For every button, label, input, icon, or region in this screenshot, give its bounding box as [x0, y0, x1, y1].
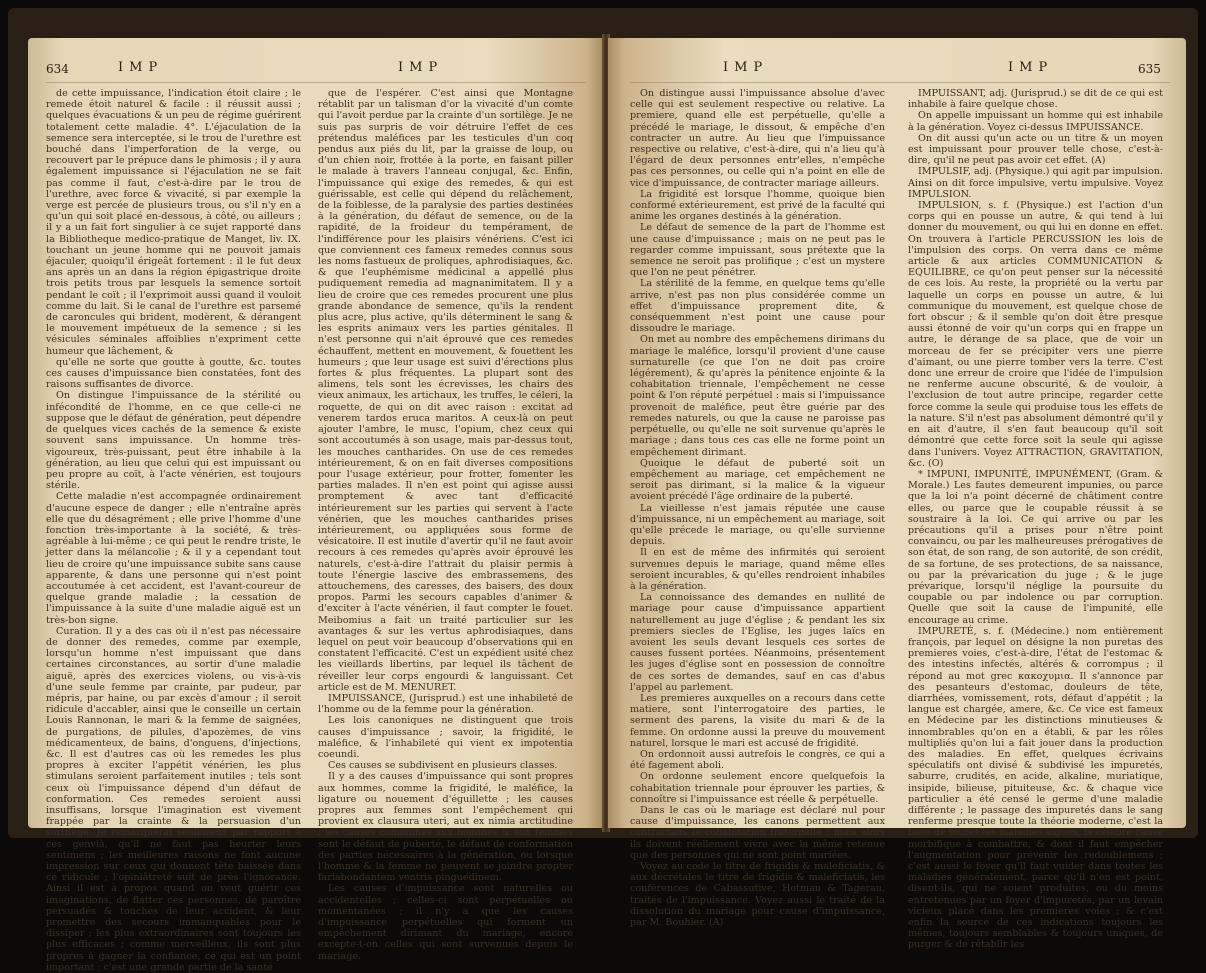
paragraph: Voyez au code le titre de frigidis & maleficiatis, & aux décrétales le titre de frigidis & maleficiatis, les conférences de Cabassutive, Hotman & Tagerau, traités de l'impuissance. Voyez aussi le traité de la dissolution du mariage pour cause d'impuissance, par M. Bouhier. (A): [630, 861, 885, 929]
paragraph: Cette maladie n'est accompagnée ordinairement d'aucune espece de danger ; elle n'entraîne après elle que du désagrément ; elle prive l'homme d'une fonction très-importante à la société, & très-agréable à lui-même ; ce qui peut le rendre triste, le jetter dans la mélancolie ; & il y a cependant tout lieu de croire qu'une impuissance subite sans cause apparente, & dans une personne qui n'est point accoutumée à cet accident, est l'avant-coureur de quelque grande maladie ; la cessation de l'impuissance à la suite d'une maladie aiguë est un très-bon signe.: [46, 491, 301, 626]
paragraph: IMPUISSANCE, (Jurisprud.) est une inhabileté de l'homme ou de la femme pour la génération.: [318, 692, 573, 716]
paragraph: On appelle impuissant un homme qui est inhabile à la génération. Voyez ci-dessus IMPUISSANCE.: [908, 110, 1163, 133]
paragraph: que de l'espérer. C'est ainsi que Montagne rétablit par un talisman d'or la vivacité d'un comte qui l'avoit perdue par la crainte d'un sortilège. Je ne suis pas surpris de voir détruire l'effet de ces prétendus maléfices par les testicules d'un coq pendus aux piés du lit, par la graisse de loup, ou d'un chien noir, frottée à la porte, en faisant piller le malade à travers l'anneau conjugal, &c. Enfin, l'impuissance qui exige des remedes, & qui est guérissable, est celle qui dépend du relâchement, de la foiblesse, de la paralysie des parties destinées à la génération, du défaut de semence, ou de la rapidité, de la froideur du tempérament, de l'indifférence pour les plaisirs vénériens. C'est ici que conviennent ces fameux remedes connus sous les noms fastueux de proliques, aphrodisiaques, &c. & que l'euphémisme médicinal a appellé plus pudiquement remedia ad magnanimitatem. Il y a lieu de croire que ces remedes procurent une plus grande abondance de semence, qu'ils la rendent plus acre, plus active, qu'ils déterminent le sang & les esprits animaux vers les parties génitales. Il n'est personne qui n'ait éprouvé que ces remedes échauffent, mettent en mouvement, & fouettent les humeurs ; que leur usage est suivi d'érections plus fortes & plus fréquentes. La plupart sont des alimens, tels sont les écrevisses, les chairs des vieux animaux, les artichaux, les truffes, le céleri, la roquette, de qui on dit avec raison : excitat ad venerem tardos eruca maritos. A ceux-là on peut ajouter l'ambre, le musc, l'opium, chez ceux qui sont accoutumés à son usage, mais par-dessus tout, les mouches cantharides. On use de ces remedes intérieurement, & on en fait diverses compositions pour l'usage extérieur, pour frotter, fomenter les parties malades. Il n'en est point qui agisse aussi promptement & avec tant d'efficacité intérieurement sur les parties qui servent à l'acte vénérien, que les mouches cantharides prises intérieurement, ou appliquées sous forme de vésicatoire. Il est inutile d'avertir qu'il ne faut avoir recours à ces remedes qu'après avoir éprouvé les naturels, c'est-à-dire l'attrait du plaisir permis à toute l'énergie lascive des embrassemens, des attouchemens, des caresses, des baisers, des doux propos. Parmi les secours capables d'animer & d'exciter à l'acte vénérien, il faut compter le fouet. Meibomius a fait un traité particulier sur les avantages & sur les vertus aphrodisiaques, dans lequel on peut voir beaucoup d'observations qui en constatent l'efficacité. C'est un expédient usité chez les vieillards libertins, par lequel ils tâchent de réveiller leur corps engourdi & languissant. Cet article est de M. MENURET.: [318, 88, 573, 693]
paragraph: IMPULSIF, adj. (Physique.) qui agit par impulsion. Ainsi on dit force impulsive, vertu impulsive. Voyez IMPULSION.: [908, 166, 1163, 200]
running-head-left-2: IMP: [398, 60, 444, 75]
paragraph: IMPULSION, s. f. (Physique.) est l'action d'un corps qui en pousse un autre, & qui tend à lui donner du mouvement, ou qui lui en donne en effet. On trouvera à l'article PERCUSSION les lois de l'impulsion des corps. On verra dans ce même article & aux articles COMMUNICATION & EQUILIBRE, ce qu'on peut penser sur la nécessité de ces lois. Au reste, la propriété ou la vertu par laquelle un corps en pousse un autre, & lui communique du mouvement, est quelque chose de fort obscur ; & il semble qu'on doit être presque aussi étonné de voir qu'un corps qui en frappe un autre, le dérange de sa place, que de voir un morceau de fer se précipiter vers une pierre d'aimant, ou une pierre tomber vers la terre. C'est donc une erreur de croire que l'idée de l'impulsion ne renferme aucune obscurité, & de vouloir, à l'exclusion de tout autre principe, regarder cette force comme la seule qui produise tous les effets de la nature. S'il n'est pas absolument démontré qu'il y en ait d'autre, il s'en faut beaucoup qu'il soit démontré que cette force soit la seule qui agisse dans l'univers. Voyez ATTRACTION, GRAVITATION, &c. (O): [908, 200, 1163, 469]
left-page: [28, 38, 603, 973]
page-number-left: 634: [46, 62, 69, 76]
running-head-left-1: IMP: [118, 60, 164, 75]
running-head-right-1: IMP: [723, 60, 769, 75]
right-column-1: [630, 88, 885, 929]
paragraph: Ces causes se subdivisent en plusieurs classes.: [328, 760, 558, 772]
running-head-right-2: IMP: [1008, 60, 1054, 75]
paragraph: On distingue aussi l'impuissance absolue d'avec celle qui est seulement respective ou relative. La premiere, quand elle est perpétuelle, qu'elle a précédé le mariage, le dissout, & empêche d'en contracter un autre. Au lieu que l'impuissance respective ou relative, c'est-à-dire, qui n'a lieu qu'à l'égard de deux personnes entr'elles, n'empêche pas ces personnes, ou celle qui n'a point en elle de vice d'impuissance, de contracter mariage ailleurs.: [630, 88, 885, 189]
paragraph: On ordonnoit aussi autrefois le congrès, ce qui a été fagement aboli.: [630, 748, 885, 772]
paragraph: On dit aussi qu'un acte ou un titre & un moyen est impuissant pour prouver telle chose, c'est-à-dire, qu'il ne peut pas avoir cet effet. (A): [908, 132, 1163, 167]
paragraph: La frigidité est lorsque l'homme, quoique bien conformé extérieurement, est privé de la faculté qui anime les organes destinés à la génération.: [630, 188, 885, 223]
paragraph: Les lois canoniques ne distinguent que trois causes d'impuissance ; savoir, la frigidité, le maléfice, & l'inhabileté qui vient ex impotentia coeundi.: [318, 715, 573, 760]
paragraph: La connoissance des demandes en nullité de mariage pour cause d'impuissance appartient naturellement au juge d'église ; & pendant les six premiers siecles de l'Eglise, les juges laïcs en avoient les seuls devant lesquels ces sortes de causes fussent portées. Néanmoins, présentement les juges d'église sont en possession de connoître de ces sortes de demandes, sauf en cas d'abus l'appel au parlement.: [630, 592, 885, 693]
paragraph: On ordonne seulement encore quelquefois la cohabitation triennale pour éprouver les parties, & connoître si l'impuissance est réelle & perpétuelle.: [630, 771, 885, 805]
paragraph: La vieillesse n'est jamais réputée une cause d'impuissance, ni un empêchement au mariage, soit qu'elle précede le mariage, ou qu'elle survienne depuis.: [630, 502, 885, 548]
paragraph: Les causes d'impuissance sont naturelles ou accidentelles ; celles-ci sont perpétuelles ou momentanées ; il n'y a que les causes d'impuissance perpétuelles qui forment un empêchement dirimant du mariage, encore excepte-t-on celles qui sont survenues depuis le mariage.: [318, 883, 573, 962]
paragraph: Le défaut de semence de la part de l'homme est une cause d'impuissance ; mais on ne peut pas le regarder comme impuissant, sous prétexte que la semence ne seroit pas prolifique ; c'est un mystere que l'on ne peut pénétrer.: [630, 222, 885, 279]
page-number-right: 635: [1138, 62, 1161, 76]
paragraph: On distingue l'impuissance de la stérilité ou infécondité de l'homme, en ce que celle-ci ne suppose que le défaut de génération, peut dépendre de quelques vices cachés de la semence & existe souvent sans impuissance. Un homme très-vigoureux, très-puissant, peut être inhabile à la génération, au lieu que celui qui est impuissant ou peu propre au coït, à l'acte vénérien, est toujours stérile.: [46, 390, 301, 492]
paragraph: IMPUISSANT, adj. (Jurisprud.) se dit de ce qui est inhabile à faire quelque chose.: [908, 88, 1163, 111]
paragraph: Quoique le défaut de puberté soit un empêchement au mariage, cet empêchement ne seroit pas dirimant, si la malice & la vigueur avoient précédé l'âge ordinaire de la puberté.: [630, 457, 885, 503]
paragraph: Les premieres auxquelles on a recours dans cette matiere, sont l'interrogatoire des parties, le serment des parens, la visite du mari & de la femme. On ordonne aussi la preuve du mouvement naturel, lorsque le mari est accusé de frigidité.: [630, 692, 885, 749]
open-book: [8, 8, 1198, 973]
header-rule-left: [46, 82, 586, 83]
paragraph: IMPURETÉ, s. f. (Médecine.) nom entièrement françois, par lequel on désigne la non puretas des premieres voies, c'est-à-dire, l'état de l'estomac & des intestins infectés, altérés & corrompus ; il répond au mot grec κακοχυμια. Il s'annonce par des pesanteurs d'estomac, douleurs de tête, diarrhées, vomissement, rots, défaut d'appétit ; la langue est chargée, amere, &c. Ce vice est fameux en Médecine par les distinctions minutieuses & innombrables qu'on en a établi, & par les rôles multipliés qu'on lui a fait jouer dans la production des maladies. En effet, quelques écrivains spéculatifs ont divisé & subdivisé les impuretés, saburre, crudités, en acide, alkaline, muriatique, insipide, bilieuse, pituiteuse, &c. & chaque vice particulier a été censé le germe d'une maladie différente ; le passage des impuretés dans le sang renferme presque toute la théorie moderne, c'est la base de toutes les maladies aiguës, la célebre cause morbifique à combattre, & dont il faut empêcher l'augmentation pour prévenir les redoublemens ; c'est aussi le foyer qu'il faut vuider dans toutes les maladies généralement, parce qu'il n'en est point, disent-ils, qui ne soient produites, ou du moins entretenues par un foyer d'impuretés, par un levain vicieux placé dans les premieres voies ; & c'est enfin la source de ces indications toujours les mêmes, toujours semblables & toujours uniques, de purger & de rétablir les: [908, 625, 1163, 951]
paragraph: Dans le cas où le mariage est déclaré nul pour cause d'impuissance, les canons permettent aux contractans la cohabitation fraternelle ; mais alors ils doivent réellement vivre avec la même retenue que des personnes qui ne sont point mariées.: [630, 805, 885, 861]
left-column-1: [46, 88, 301, 973]
paragraph: La stérilité de la femme, en quelque tems qu'elle arrive, n'est pas non plus considérée comme un effet d'impuissance proprement dite, & conséquemment n'est point une cause pour dissoudre le mariage.: [630, 278, 885, 335]
paragraph: Curation. Il y a des cas où il n'est pas nécessaire de donner des remedes, comme par exemple, lorsqu'un homme n'est impuissant que dans certaines circonstances, au sortir d'une maladie aiguë, après des exercices violens, ou vis-à-vis d'une seule femme par crainte, par pudeur, par mépris, par haine, ou par excès d'amour ; il seroit ridicule d'accabler, ainsi que le conseille un certain Louis Rannonan, le mari & la femme de saignées, de purgations, de pilules, d'apozèmes, de vins médicamenteux, de bains, d'onguens, d'injections, &c. Il est d'autres cas où les remedes les plus propres à exciter l'appétit vénérien, les plus stimulans seroient parfaitement inutiles ; tels sont ceux où l'impuissance dépend d'un défaut de conformation. Ces remedes seroient aussi insuffisans, lorsque l'imagination est vivement frappée par la crainte & la persuasion d'un sortilège. Je remarquerai seulement par rapport à ces genvià, qu'il ne faut pas heurter leurs sentimens ; les meilleures raisons ne font aucune impression sur ceux qui donnent tête baissée dans ce ridicule ; l'opiniâtreté suit de près l'ignorance. Ainsi il est à propos quand on veut guérir ces imaginations, de flatter ces personnes, de paroître persuadés & touchés de leur accident, & leur promettre des secours immanquables pour le dissiper ; les plus extraordinaires sont toujours les plus efficaces ; comme merveilleux, ils sont plus propres à gagner la confiance, ce qui est un point important ; c'est une grande partie de la santé: [46, 625, 301, 973]
right-page: [608, 38, 1186, 951]
right-column-2: [908, 88, 1163, 951]
paragraph: * IMPUNI, IMPUNITÉ, IMPUNÉMENT, (Gram. & Morale.) Les fautes demeurent impunies, ou parce que la loi n'a point décerné de châtiment contre elles, ou parce que le coupable réussit à se soustraire à la loi. Ce qui arrive ou par les précautions qu'il a prises pour n'être point convaincu, ou par les malheureuses prérogatives de son état, de son rang, de son autorité, de son crédit, de sa fortune, de ses protections, de sa naissance, ou par la prévarication du juge ; & le juge prévarique, lorsqu'il néglige la poursuite du coupable ou par indolence ou par corruption. Quelle que soit la cause de l'impunité, elle encourage au crime.: [908, 468, 1163, 626]
paragraph: On met au nombre des empêchemens dirimans du mariage le maléfice, lorsqu'il provient d'une cause surnaturelle (ce que l'on ne doit pas croire légérement), & qu'après la pénitence enjointe & la cohabitation triennale, l'empêchement ne cesse point & l'on réputé perpétuel : mais si l'impuissance provenoit de maléfice, peut être guérie par des remedes naturels, ou que la cause ne paroisse pas perpétuelle, ou qu'elle ne soit survenue qu'après le mariage ; dans tous ces cas elle ne forme point un empêchement dirimant.: [630, 334, 885, 458]
left-column-2: [318, 88, 573, 962]
paragraph: qu'elle ne sorte que goutte à goutte, &c. toutes ces causes d'impuissance bien constatées, font des raisons suffisantes de divorce.: [46, 356, 301, 391]
paragraph: de cette impuissance, l'indication étoit claire ; le remede étoit naturel & facile : il réussit aussi ; quelques évacuations & un peu de régime guérirent totalement cette maladie. 4°. L'éjaculation de la semence sera interceptée, si le trou de l'urethre est bouché dans l'imperforation de la verge, ou recouvert par le prépuce dans le phimosis ; il y aura également impuissance si l'éjaculation ne se fait pas comme il faut, c'est-à-dire par le trou de l'urethre, avec force & vivacité, si par exemple la verge est percée de plusieurs trous, ou s'il n'y en a qu'un qui soit placé en-dessous, à côté, ou ailleurs ; il y a un fait fort singulier à ce sujet rapporté dans la Bibliotheque medico-pratique de Manget, liv. IX. touchant un jeune homme qui ne pouvoit jamais éjaculer, quoiqu'il érigeât fortement : il le fut deux ans après un an dans la région épigastrique droite trois petits trous par lesquels la semence sortoit pendant le coït ; il l'exprimoit aussi quand il vouloit comme du lait. Si le canal de l'urethre est parsemé de caroncules qui brident, modèrent, & dérangent le mouvement impétueux de la semence ; si les vésicules séminales affoiblies n'expriment cette humeur que lâchement, &: [46, 88, 301, 357]
header-rule-right: [630, 82, 1170, 83]
paragraph: Il en est de même des infirmités qui seroient survenues depuis le mariage, quand même elles seroient incurables, & qu'elles rendroient inhabiles à la génération.: [630, 547, 885, 592]
paragraph: Il y a des causes d'impuissance qui sont propres aux hommes, comme la frigidité, le maléfice, la ligature ou nouement d'éguillette ; les causes propres aux femmes sont l'empêchement qui provient ex clausura uteri, aut ex nimia arctitudine ; les causes communes aux hommes & aux femmes sont le défaut de puberté, le défaut de conformation des parties nécessaires à la génération, ou lorsque l'homme & la femme ne peuvent se joindre propter fariabondantem ventris pinguedinem.: [318, 771, 573, 884]
